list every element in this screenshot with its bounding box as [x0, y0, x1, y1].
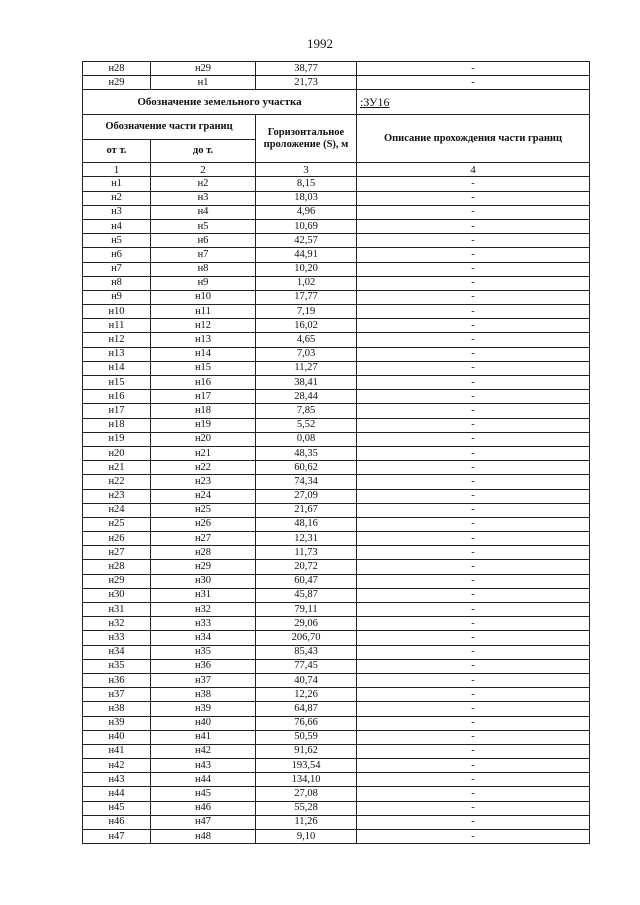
description-cell: -	[357, 744, 590, 758]
distance-cell: 44,91	[256, 248, 357, 262]
from-point-cell: н23	[83, 489, 151, 503]
distance-cell: 7,19	[256, 305, 357, 319]
from-point-cell: н26	[83, 532, 151, 546]
distance-cell: 85,43	[256, 645, 357, 659]
description-cell: -	[357, 631, 590, 645]
from-point-cell: н17	[83, 404, 151, 418]
column-number: 4	[357, 163, 590, 177]
from-point-cell: н8	[83, 276, 151, 290]
description-cell: -	[357, 177, 590, 191]
description-cell: -	[357, 574, 590, 588]
description-cell: -	[357, 532, 590, 546]
table-row	[83, 730, 590, 744]
description-cell: -	[357, 716, 590, 730]
to-point-cell: н43	[151, 759, 256, 773]
distance-cell: 27,08	[256, 787, 357, 801]
description-cell: -	[357, 404, 590, 418]
description-cell: -	[357, 560, 590, 574]
description-cell: -	[357, 673, 590, 687]
distance-cell: 17,77	[256, 290, 357, 304]
table-row	[83, 475, 590, 489]
table-row	[83, 716, 590, 730]
from-point-cell: н29	[83, 574, 151, 588]
distance-cell: 20,72	[256, 560, 357, 574]
description-cell: -	[357, 645, 590, 659]
distance-cell: 28,44	[256, 390, 357, 404]
to-point-cell: н8	[151, 262, 256, 276]
table-row	[83, 631, 590, 645]
description-cell: -	[357, 688, 590, 702]
to-point-cell: н5	[151, 219, 256, 233]
description-cell: -	[357, 446, 590, 460]
to-point-cell: н3	[151, 191, 256, 205]
from-point-cell: н44	[83, 787, 151, 801]
description-cell: -	[357, 248, 590, 262]
from-point-cell: н4	[83, 219, 151, 233]
plot-label: Обозначение земельного участка	[83, 90, 357, 115]
column-numbers-row	[83, 163, 590, 177]
distance-cell: 4,65	[256, 333, 357, 347]
to-point-cell: н1	[151, 76, 256, 90]
description-cell: -	[357, 361, 590, 375]
from-point-cell: н35	[83, 659, 151, 673]
table-row	[83, 560, 590, 574]
table-row	[83, 376, 590, 390]
from-point-cell: н16	[83, 390, 151, 404]
table-row	[83, 446, 590, 460]
to-point-cell: н29	[151, 560, 256, 574]
from-point-cell: н7	[83, 262, 151, 276]
description-cell: -	[357, 503, 590, 517]
distance-cell: 11,73	[256, 546, 357, 560]
plot-header-row	[83, 90, 590, 115]
to-point-cell: н30	[151, 574, 256, 588]
to-point-cell: н20	[151, 432, 256, 446]
horizontal-distance-header: Горизонтальное проложение (S), м	[256, 115, 357, 163]
description-cell: -	[357, 234, 590, 248]
description-cell: -	[357, 489, 590, 503]
distance-cell: 12,26	[256, 688, 357, 702]
distance-cell: 60,62	[256, 461, 357, 475]
data-rows	[83, 177, 590, 844]
table-row	[83, 532, 590, 546]
description-cell: -	[357, 801, 590, 815]
from-point-cell: н5	[83, 234, 151, 248]
from-point-cell: н3	[83, 205, 151, 219]
description-cell: -	[357, 76, 590, 90]
description-cell: -	[357, 418, 590, 432]
table-row	[83, 588, 590, 602]
from-point-cell: н20	[83, 446, 151, 460]
page-number: 1992	[307, 36, 333, 51]
to-point-cell: н9	[151, 276, 256, 290]
to-point-cell: н47	[151, 815, 256, 829]
to-point-cell: н46	[151, 801, 256, 815]
distance-cell: 42,57	[256, 234, 357, 248]
distance-cell: 48,35	[256, 446, 357, 460]
to-point-cell: н23	[151, 475, 256, 489]
from-point-cell: н10	[83, 305, 151, 319]
description-cell: -	[357, 475, 590, 489]
from-point-cell: н22	[83, 475, 151, 489]
to-point-cell: н17	[151, 390, 256, 404]
table-row	[83, 432, 590, 446]
distance-cell: 21,73	[256, 76, 357, 90]
to-point-cell: н27	[151, 532, 256, 546]
from-point-cell: н37	[83, 688, 151, 702]
distance-cell: 11,26	[256, 815, 357, 829]
to-point-cell: н34	[151, 631, 256, 645]
to-point-cell: н28	[151, 546, 256, 560]
to-point-cell: н24	[151, 489, 256, 503]
description-cell: -	[357, 62, 590, 76]
table-row	[83, 62, 590, 76]
to-point-cell: н13	[151, 333, 256, 347]
boundary-table	[82, 61, 590, 844]
table-row	[83, 603, 590, 617]
table-row	[83, 801, 590, 815]
from-point-cell: н19	[83, 432, 151, 446]
to-point-cell: н36	[151, 659, 256, 673]
to-point-cell: н29	[151, 62, 256, 76]
description-cell: -	[357, 461, 590, 475]
to-point-cell: н48	[151, 830, 256, 844]
to-point-cell: н22	[151, 461, 256, 475]
table-row	[83, 645, 590, 659]
description-cell: -	[357, 759, 590, 773]
table-row	[83, 390, 590, 404]
distance-cell: 10,20	[256, 262, 357, 276]
column-number: 3	[256, 163, 357, 177]
to-point-cell: н18	[151, 404, 256, 418]
table-row	[83, 205, 590, 219]
from-point-cell: н45	[83, 801, 151, 815]
description-cell: -	[357, 390, 590, 404]
table-row	[83, 319, 590, 333]
from-point-cell: н42	[83, 759, 151, 773]
header-row	[83, 115, 590, 140]
table-row	[83, 617, 590, 631]
from-point-cell: н41	[83, 744, 151, 758]
to-point-cell: н14	[151, 347, 256, 361]
distance-cell: 8,15	[256, 177, 357, 191]
plot-code: :ЗУ16	[357, 90, 590, 115]
from-point-cell: н24	[83, 503, 151, 517]
description-header: Описание прохождения части границ	[357, 115, 590, 163]
description-cell: -	[357, 205, 590, 219]
from-point-cell: н11	[83, 319, 151, 333]
table-row	[83, 546, 590, 560]
table-row	[83, 333, 590, 347]
description-cell: -	[357, 347, 590, 361]
to-point-cell: н26	[151, 517, 256, 531]
from-point-cell: н29	[83, 76, 151, 90]
to-point-cell: н15	[151, 361, 256, 375]
table-row	[83, 787, 590, 801]
distance-cell: 79,11	[256, 603, 357, 617]
table-row	[83, 815, 590, 829]
from-point-header: от т.	[83, 140, 151, 163]
table-row	[83, 290, 590, 304]
to-point-cell: н38	[151, 688, 256, 702]
to-point-cell: н32	[151, 603, 256, 617]
distance-cell: 29,06	[256, 617, 357, 631]
description-cell: -	[357, 787, 590, 801]
to-point-cell: н31	[151, 588, 256, 602]
table-row	[83, 262, 590, 276]
table-row	[83, 830, 590, 844]
from-point-cell: н46	[83, 815, 151, 829]
table-row	[83, 503, 590, 517]
table-row	[83, 219, 590, 233]
table-row	[83, 276, 590, 290]
from-point-cell: н30	[83, 588, 151, 602]
from-point-cell: н28	[83, 560, 151, 574]
distance-cell: 10,69	[256, 219, 357, 233]
from-point-cell: н39	[83, 716, 151, 730]
to-point-cell: н44	[151, 773, 256, 787]
to-point-cell: н2	[151, 177, 256, 191]
from-point-cell: н47	[83, 830, 151, 844]
to-point-cell: н12	[151, 319, 256, 333]
table-row	[83, 759, 590, 773]
from-point-cell: н38	[83, 702, 151, 716]
distance-cell: 64,87	[256, 702, 357, 716]
description-cell: -	[357, 517, 590, 531]
from-point-cell: н27	[83, 546, 151, 560]
distance-cell: 9,10	[256, 830, 357, 844]
table-row	[83, 773, 590, 787]
from-point-cell: н18	[83, 418, 151, 432]
description-cell: -	[357, 432, 590, 446]
from-point-cell: н6	[83, 248, 151, 262]
distance-cell: 40,74	[256, 673, 357, 687]
distance-cell: 50,59	[256, 730, 357, 744]
to-point-cell: н16	[151, 376, 256, 390]
table-header	[83, 90, 590, 177]
to-point-cell: н37	[151, 673, 256, 687]
description-cell: -	[357, 659, 590, 673]
table-row	[83, 177, 590, 191]
to-point-cell: н33	[151, 617, 256, 631]
distance-cell: 38,77	[256, 62, 357, 76]
to-point-header: до т.	[151, 140, 256, 163]
distance-cell: 5,52	[256, 418, 357, 432]
boundary-parts-header: Обозначение части границ	[83, 115, 256, 140]
to-point-cell: н19	[151, 418, 256, 432]
distance-cell: 55,28	[256, 801, 357, 815]
from-point-cell: н14	[83, 361, 151, 375]
table-row	[83, 659, 590, 673]
table-row	[83, 347, 590, 361]
description-cell: -	[357, 262, 590, 276]
distance-cell: 91,62	[256, 744, 357, 758]
description-cell: -	[357, 830, 590, 844]
description-cell: -	[357, 376, 590, 390]
from-point-cell: н33	[83, 631, 151, 645]
from-point-cell: н43	[83, 773, 151, 787]
to-point-cell: н42	[151, 744, 256, 758]
from-point-cell: н9	[83, 290, 151, 304]
distance-cell: 4,96	[256, 205, 357, 219]
table-row	[83, 418, 590, 432]
table-row	[83, 234, 590, 248]
distance-cell: 38,41	[256, 376, 357, 390]
column-number: 1	[83, 163, 151, 177]
table-row	[83, 76, 590, 90]
column-number: 2	[151, 163, 256, 177]
to-point-cell: н10	[151, 290, 256, 304]
from-point-cell: н36	[83, 673, 151, 687]
description-cell: -	[357, 290, 590, 304]
distance-cell: 12,31	[256, 532, 357, 546]
to-point-cell: н6	[151, 234, 256, 248]
description-cell: -	[357, 191, 590, 205]
from-point-cell: н13	[83, 347, 151, 361]
distance-cell: 206,70	[256, 631, 357, 645]
table-row	[83, 673, 590, 687]
distance-cell: 45,87	[256, 588, 357, 602]
from-point-cell: н1	[83, 177, 151, 191]
description-cell: -	[357, 702, 590, 716]
from-point-cell: н40	[83, 730, 151, 744]
distance-cell: 7,03	[256, 347, 357, 361]
from-point-cell: н21	[83, 461, 151, 475]
distance-cell: 11,27	[256, 361, 357, 375]
distance-cell: 18,03	[256, 191, 357, 205]
distance-cell: 27,09	[256, 489, 357, 503]
table-row	[83, 574, 590, 588]
table-row	[83, 517, 590, 531]
distance-cell: 193,54	[256, 759, 357, 773]
distance-cell: 60,47	[256, 574, 357, 588]
to-point-cell: н11	[151, 305, 256, 319]
table-row	[83, 744, 590, 758]
from-point-cell: н32	[83, 617, 151, 631]
description-cell: -	[357, 617, 590, 631]
table-row	[83, 305, 590, 319]
distance-cell: 134,10	[256, 773, 357, 787]
distance-cell: 21,67	[256, 503, 357, 517]
table-row	[83, 404, 590, 418]
description-cell: -	[357, 219, 590, 233]
distance-cell: 74,34	[256, 475, 357, 489]
description-cell: -	[357, 588, 590, 602]
description-cell: -	[357, 276, 590, 290]
to-point-cell: н25	[151, 503, 256, 517]
description-cell: -	[357, 730, 590, 744]
description-cell: -	[357, 815, 590, 829]
distance-cell: 76,66	[256, 716, 357, 730]
distance-cell: 77,45	[256, 659, 357, 673]
from-point-cell: н2	[83, 191, 151, 205]
from-point-cell: н34	[83, 645, 151, 659]
distance-cell: 48,16	[256, 517, 357, 531]
table-row	[83, 191, 590, 205]
to-point-cell: н7	[151, 248, 256, 262]
description-cell: -	[357, 305, 590, 319]
table-row	[83, 489, 590, 503]
distance-cell: 0,08	[256, 432, 357, 446]
to-point-cell: н40	[151, 716, 256, 730]
to-point-cell: н41	[151, 730, 256, 744]
to-point-cell: н4	[151, 205, 256, 219]
distance-cell: 7,85	[256, 404, 357, 418]
top-rows	[83, 62, 590, 90]
table-row	[83, 248, 590, 262]
from-point-cell: н28	[83, 62, 151, 76]
description-cell: -	[357, 546, 590, 560]
distance-cell: 16,02	[256, 319, 357, 333]
description-cell: -	[357, 773, 590, 787]
to-point-cell: н45	[151, 787, 256, 801]
to-point-cell: н35	[151, 645, 256, 659]
table-row	[83, 361, 590, 375]
table-row	[83, 702, 590, 716]
table-row	[83, 461, 590, 475]
table-row	[83, 688, 590, 702]
from-point-cell: н25	[83, 517, 151, 531]
to-point-cell: н39	[151, 702, 256, 716]
from-point-cell: н12	[83, 333, 151, 347]
description-cell: -	[357, 319, 590, 333]
to-point-cell: н21	[151, 446, 256, 460]
description-cell: -	[357, 333, 590, 347]
description-cell: -	[357, 603, 590, 617]
from-point-cell: н15	[83, 376, 151, 390]
distance-cell: 1,02	[256, 276, 357, 290]
from-point-cell: н31	[83, 603, 151, 617]
